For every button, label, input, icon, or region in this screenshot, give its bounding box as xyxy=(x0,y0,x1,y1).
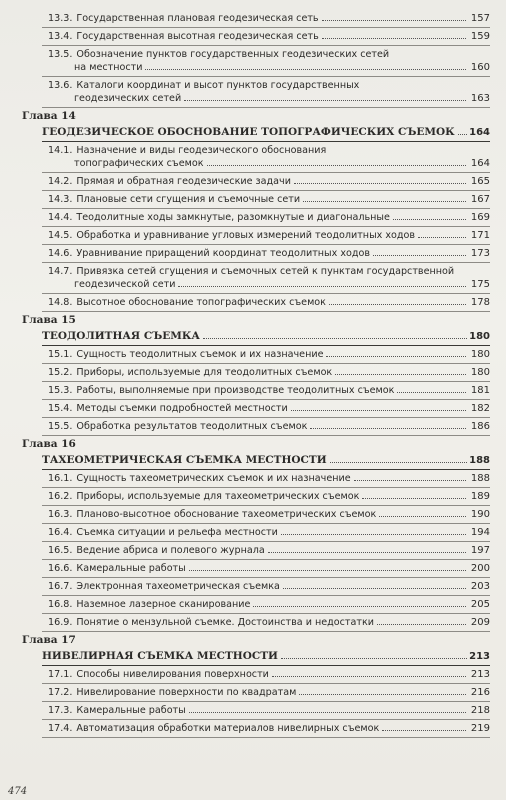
section-title: Наземное лазерное сканирование xyxy=(76,599,251,610)
toc-entry-text xyxy=(48,686,468,699)
toc-entry-text xyxy=(48,12,468,25)
section-page-number: 175 xyxy=(470,279,490,290)
section-number: 14.5. xyxy=(48,230,73,241)
dot-leader xyxy=(322,19,466,21)
toc-entry xyxy=(42,596,490,614)
section-title: Камеральные работы xyxy=(76,705,186,716)
section-title: Нивелирование поверхности по квадратам xyxy=(76,687,297,698)
toc-entry-text xyxy=(48,296,468,309)
toc-entry-text xyxy=(48,420,468,433)
dot-leader xyxy=(189,711,466,713)
section-page-number: 186 xyxy=(470,421,490,432)
dot-leader xyxy=(291,409,466,411)
section-title: Плановые сети сгущения и съемочные сети xyxy=(76,194,301,205)
dot-leader xyxy=(362,497,466,499)
page-number: 474 xyxy=(8,786,28,797)
toc-entry xyxy=(42,46,490,77)
section-title: Съемка ситуации и рельефа местности xyxy=(76,527,278,538)
section-page-number: 205 xyxy=(470,599,490,610)
toc-entry xyxy=(42,666,490,684)
toc-entry-text xyxy=(48,247,468,260)
section-number: 15.4. xyxy=(48,403,73,414)
chapter-page-number: 188 xyxy=(469,455,490,466)
chapter-heading xyxy=(42,123,490,142)
section-page-number: 171 xyxy=(470,230,490,241)
dot-leader xyxy=(382,729,466,731)
chapter-heading xyxy=(42,327,490,346)
section-title: Прямая и обратная геодезические задачи xyxy=(76,176,291,187)
section-page-number: 180 xyxy=(470,349,490,360)
section-number: 14.7. xyxy=(48,266,73,277)
section-number: 14.1. xyxy=(48,145,73,156)
dot-leader xyxy=(329,303,466,305)
section-title: Уравнивание приращений координат теодолитных ходов xyxy=(76,248,371,259)
section-title: Автоматизация обработки материалов нивелирных съемок xyxy=(76,723,380,734)
section-number: 16.7. xyxy=(48,581,73,592)
section-title: Назначение и виды геодезического обоснования xyxy=(76,145,327,156)
section-title: Сущность теодолитных съемок и их назначение xyxy=(76,349,324,360)
section-number: 14.8. xyxy=(48,297,73,308)
toc-entry xyxy=(42,191,490,209)
section-page-number: 157 xyxy=(470,13,490,24)
chapter-label: Глава 16 xyxy=(22,438,76,450)
chapter-label: Глава 17 xyxy=(22,634,76,646)
toc-entry xyxy=(42,488,490,506)
chapter-page-number: 164 xyxy=(469,127,490,138)
toc-entry xyxy=(42,470,490,488)
section-number: 16.6. xyxy=(48,563,73,574)
section-number: 16.9. xyxy=(48,617,73,628)
section-page-number: 200 xyxy=(470,563,490,574)
dot-leader xyxy=(268,551,466,553)
section-number: 14.4. xyxy=(48,212,73,223)
section-number: 16.5. xyxy=(48,545,73,556)
section-title: Приборы, используемые для теодолитных съемок xyxy=(76,367,333,378)
chapter-label: Глава 15 xyxy=(22,314,76,326)
toc-entry-text xyxy=(48,265,468,291)
section-page-number: 213 xyxy=(470,669,490,680)
chapter-page-number: 213 xyxy=(469,651,490,662)
section-number: 16.2. xyxy=(48,491,73,502)
dot-leader xyxy=(189,569,466,571)
dot-leader xyxy=(145,68,466,70)
toc-entry-text xyxy=(48,544,468,557)
dot-leader xyxy=(393,218,466,220)
toc-entry xyxy=(42,364,490,382)
toc-entry xyxy=(42,418,490,436)
toc-entry-text xyxy=(48,580,468,593)
section-number: 15.3. xyxy=(48,385,73,396)
dot-leader xyxy=(253,605,466,607)
section-number: 16.8. xyxy=(48,599,73,610)
section-number: 13.4. xyxy=(48,31,73,42)
toc-entry-text xyxy=(48,598,468,611)
chapter-label: Глава 14 xyxy=(22,110,76,122)
section-title: Государственная плановая геодезическая сеть xyxy=(76,13,319,24)
toc-entry-text xyxy=(48,175,468,188)
dot-leader xyxy=(354,479,466,481)
dot-leader xyxy=(397,391,466,393)
section-page-number: 218 xyxy=(470,705,490,716)
section-page-number: 216 xyxy=(470,687,490,698)
section-page-number: 197 xyxy=(470,545,490,556)
section-title: геодезической сети xyxy=(74,279,176,290)
section-page-number: 182 xyxy=(470,403,490,414)
section-title: Высотное обоснование топографических съемок xyxy=(76,297,326,308)
section-page-number: 181 xyxy=(470,385,490,396)
table-of-contents xyxy=(22,10,490,738)
section-number: 17.4. xyxy=(48,723,73,734)
dot-leader xyxy=(322,37,466,39)
toc-entry-text xyxy=(48,472,468,485)
section-page-number: 164 xyxy=(470,158,490,169)
section-title: геодезических сетей xyxy=(74,93,182,104)
chapter-title: ТЕОДОЛИТНАЯ СЪЕМКА xyxy=(42,330,200,342)
section-page-number: 165 xyxy=(470,176,490,187)
toc-entry xyxy=(42,578,490,596)
toc-entry-text xyxy=(48,562,468,575)
toc-entry xyxy=(42,245,490,263)
section-page-number: 167 xyxy=(470,194,490,205)
toc-entry-text xyxy=(48,384,468,397)
section-title: Электронная тахеометрическая съемка xyxy=(76,581,280,592)
section-title: Понятие о мензульной съемке. Достоинства и недостатки xyxy=(76,617,375,628)
section-number: 17.2. xyxy=(48,687,73,698)
dot-leader xyxy=(203,337,467,339)
dot-leader xyxy=(373,254,466,256)
section-title: Обработка и уравнивание угловых измерений теодолитных ходов xyxy=(76,230,416,241)
toc-entry-text xyxy=(48,144,468,170)
toc-entry-text xyxy=(48,526,468,539)
section-page-number: 159 xyxy=(470,31,490,42)
section-page-number: 190 xyxy=(470,509,490,520)
dot-leader xyxy=(377,623,466,625)
section-title: Способы нивелирования поверхности xyxy=(76,669,269,680)
section-title: Каталоги координат и высот пунктов государственных xyxy=(76,80,360,91)
dot-leader xyxy=(458,133,467,135)
section-title: Сущность тахеометрических съемок и их назначение xyxy=(76,473,351,484)
chapter-heading xyxy=(42,451,490,470)
chapter-page-number: 180 xyxy=(469,331,490,342)
section-page-number: 188 xyxy=(470,473,490,484)
toc-entry xyxy=(42,542,490,560)
section-page-number: 173 xyxy=(470,248,490,259)
dot-leader xyxy=(379,515,466,517)
section-title: Ведение абриса и полевого журнала xyxy=(76,545,265,556)
toc-entry-text xyxy=(48,79,468,105)
dot-leader xyxy=(283,587,466,589)
section-title: Камеральные работы xyxy=(76,563,186,574)
section-number: 14.6. xyxy=(48,248,73,259)
toc-entry xyxy=(42,560,490,578)
toc-entry xyxy=(42,28,490,46)
section-number: 13.3. xyxy=(48,13,73,24)
dot-leader xyxy=(272,675,466,677)
dot-leader xyxy=(335,373,466,375)
chapter-title: ГЕОДЕЗИЧЕСКОЕ ОБОСНОВАНИЕ ТОПОГРАФИЧЕСКИХ СЪЕМОК xyxy=(42,126,455,138)
toc-entry xyxy=(42,382,490,400)
toc-entry xyxy=(42,506,490,524)
toc-entry xyxy=(42,173,490,191)
section-number: 17.1. xyxy=(48,669,73,680)
toc-entry-text xyxy=(48,193,468,206)
section-page-number: 189 xyxy=(470,491,490,502)
toc-entry-text xyxy=(48,348,468,361)
section-number: 15.1. xyxy=(48,349,73,360)
section-title: Привязка сетей сгущения и съемочных сетей к пунктам государственной xyxy=(76,266,455,277)
section-number: 14.2. xyxy=(48,176,73,187)
dot-leader xyxy=(299,693,466,695)
section-title: Обработка результатов теодолитных съемок xyxy=(76,421,308,432)
toc-entry xyxy=(42,10,490,28)
section-page-number: 219 xyxy=(470,723,490,734)
toc-entry xyxy=(42,684,490,702)
toc-entry-text xyxy=(48,402,468,415)
section-title: на местности xyxy=(74,62,143,73)
section-page-number: 163 xyxy=(470,93,490,104)
toc-entry xyxy=(42,346,490,364)
section-number: 13.5. xyxy=(48,49,73,60)
section-title: Планово-высотное обоснование тахеометрических съемок xyxy=(76,509,377,520)
toc-entry-text xyxy=(48,211,468,224)
toc-entry-text xyxy=(48,48,468,74)
section-title: Работы, выполняемые при производстве теодолитных съемок xyxy=(76,385,395,396)
toc-entry xyxy=(42,524,490,542)
section-page-number: 209 xyxy=(470,617,490,628)
toc-entry xyxy=(42,294,490,312)
section-title: Теодолитные ходы замкнутые, разомкнутые и диагональные xyxy=(76,212,390,223)
section-number: 17.3. xyxy=(48,705,73,716)
section-title: Обозначение пунктов государственных геодезических сетей xyxy=(76,49,390,60)
toc-entry xyxy=(42,227,490,245)
section-title: Методы съемки подробностей местности xyxy=(76,403,288,414)
toc-entry-text xyxy=(48,616,468,629)
section-title: Приборы, используемые для тахеометрических съемок xyxy=(76,491,360,502)
toc-entry-text xyxy=(48,229,468,242)
toc-entry xyxy=(42,400,490,418)
toc-entry xyxy=(42,720,490,738)
section-page-number: 203 xyxy=(470,581,490,592)
chapter-heading xyxy=(42,647,490,666)
toc-entry xyxy=(42,209,490,227)
section-page-number: 194 xyxy=(470,527,490,538)
section-number: 13.6. xyxy=(48,80,73,91)
section-page-number: 180 xyxy=(470,367,490,378)
dot-leader xyxy=(326,355,466,357)
section-number: 16.3. xyxy=(48,509,73,520)
section-number: 14.3. xyxy=(48,194,73,205)
section-page-number: 169 xyxy=(470,212,490,223)
toc-entry-text xyxy=(48,30,468,43)
section-number: 15.2. xyxy=(48,367,73,378)
dot-leader xyxy=(281,657,467,659)
section-number: 16.1. xyxy=(48,473,73,484)
toc-entry-text xyxy=(48,366,468,379)
section-title: топографических съемок xyxy=(74,158,204,169)
section-title: Государственная высотная геодезическая сеть xyxy=(76,31,319,42)
dot-leader xyxy=(330,461,468,463)
dot-leader xyxy=(310,427,466,429)
toc-entry xyxy=(42,702,490,720)
dot-leader xyxy=(178,285,466,287)
section-page-number: 160 xyxy=(470,62,490,73)
section-page-number: 178 xyxy=(470,297,490,308)
dot-leader xyxy=(281,533,466,535)
toc-entry xyxy=(42,614,490,632)
chapter-title: НИВЕЛИРНАЯ СЪЕМКА МЕСТНОСТИ xyxy=(42,650,278,662)
toc-entry-text xyxy=(48,704,468,717)
toc-entry-text xyxy=(48,508,468,521)
dot-leader xyxy=(207,164,466,166)
dot-leader xyxy=(184,99,466,101)
section-number: 16.4. xyxy=(48,527,73,538)
section-number: 15.5. xyxy=(48,421,73,432)
dot-leader xyxy=(303,200,466,202)
dot-leader xyxy=(418,236,466,238)
toc-entry-text xyxy=(48,722,468,735)
toc-entry-text xyxy=(48,490,468,503)
toc-entry-text xyxy=(48,668,468,681)
chapter-title: ТАХЕОМЕТРИЧЕСКАЯ СЪЕМКА МЕСТНОСТИ xyxy=(42,454,327,466)
toc-entry xyxy=(42,77,490,108)
toc-entry xyxy=(42,142,490,173)
dot-leader xyxy=(294,182,466,184)
toc-entry xyxy=(42,263,490,294)
